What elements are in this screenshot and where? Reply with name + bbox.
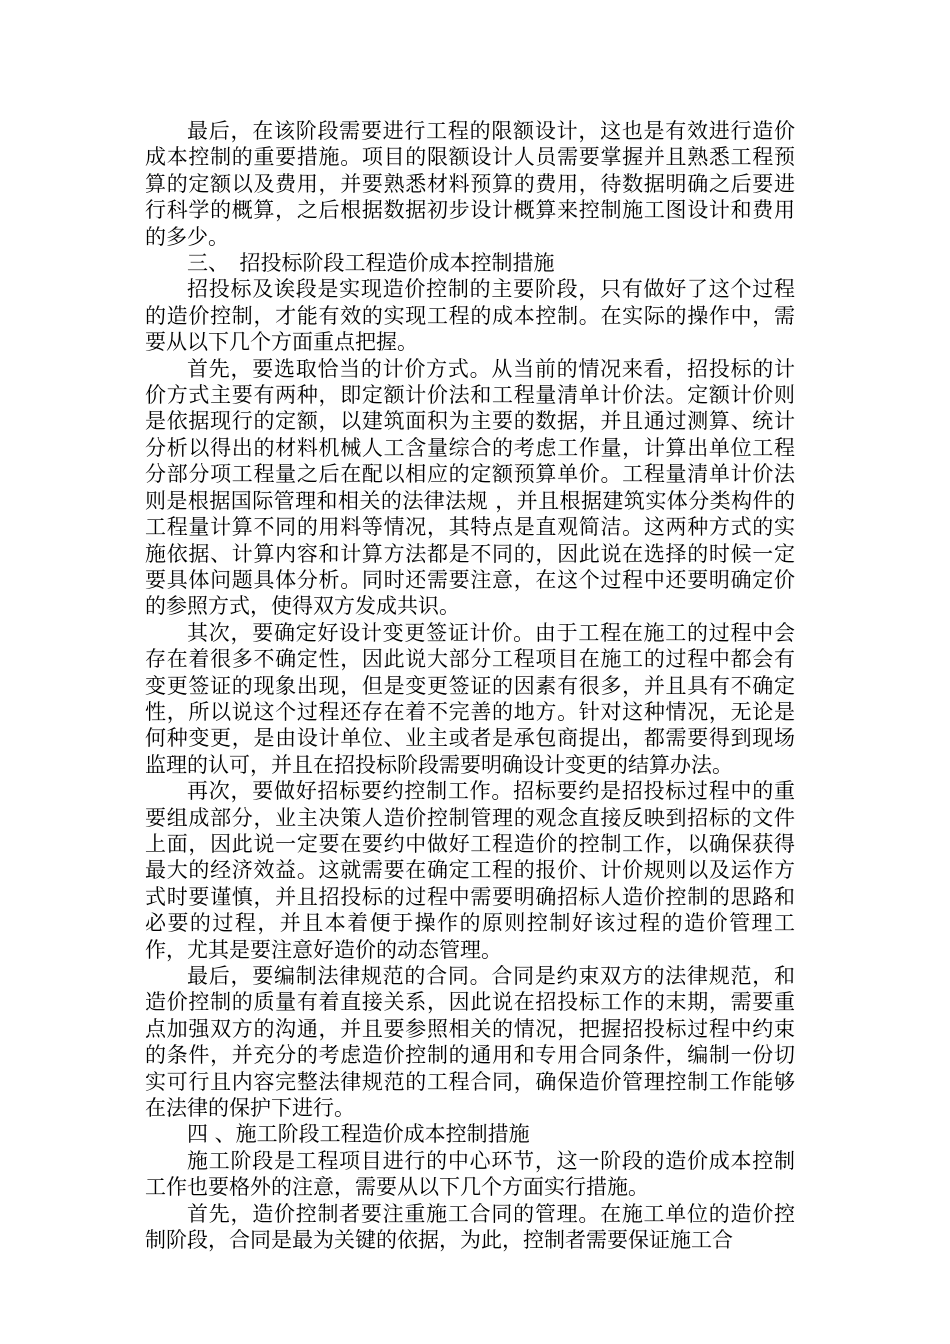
paragraph-contract-management: 首先，造价控制者要注重施工合同的管理。在施工单位的造价控制阶段，合同是最为关键的依据，为此，控制者需要保证施工合 xyxy=(145,1201,795,1253)
paragraph-bidding-intro: 招投标及诶段是实现造价控制的主要阶段，只有做好了这个过程的造价控制，才能有效的实现工程的成本控制。在实际的操作中，需要从以下几个方面重点把握。 xyxy=(145,277,795,355)
document-body xyxy=(145,118,795,1253)
paragraph-design-change: 其次，要确定好设计变更签证计价。由于工程在施工的过程中会存在着很多不确定性，因此说大部分工程项目在施工的过程中都会有变更签证的现象出现，但是变更签证的因素有很多，并且具有不确定性，所以说这个过程还存在着不完善的地方。针对这种情况，无论是何种变更，是由设计单位、业主或者是承包商提出，都需要得到现场监理的认可，并且在招投标阶段需要明确设计变更的结算办法。 xyxy=(145,620,795,777)
section-heading-bidding: 三、 招投标阶段工程造价成本控制措施 xyxy=(187,251,555,276)
paragraph-construction-intro: 施工阶段是工程项目进行的中心环节，这一阶段的造价成本控制工作也要格外的注意，需要从以下几个方面实行措施。 xyxy=(145,1148,795,1200)
paragraph-tender-offer: 再次，要做好招标要约控制工作。招标要约是招投标过程中的重要组成部分，业主决策人造价控制管理的观念直接反映到招标的文件上面，因此说一定要在要约中做好工程造价的控制工作，以确保获得最大的经济效益。这就需要在确定工程的报价、计价规则以及运作方式时要谨慎，并且招投标的过程中需要明确招标人造价控制的思路和必要的过程，并且本着便于操作的原则控制好该过程的造价管理工作，尤其是要注意好造价的动态管理。 xyxy=(145,779,795,962)
section-heading-construction: 四 、施工阶段工程造价成本控制措施 xyxy=(187,1122,530,1147)
paragraph-design-limit: 最后，在该阶段需要进行工程的限额设计，这也是有效进行造价成本控制的重要措施。项目的限额设计人员需要掌握并且熟悉工程预算的定额以及费用，并要熟悉材料预算的费用，待数据明确之后要进行科学的概算，之后根据数据初步设计概算来控制施工图设计和费用的多少。 xyxy=(145,119,795,249)
paragraph-pricing-method: 首先，要选取恰当的计价方式。从当前的情况来看，招投标的计价方式主要有两种，即定额计价法和工程量清单计价法。定额计价则是依据现行的定额，以建筑面积为主要的数据，并且通过测算、统计分析以得出的材料机械人工含量综合的考虑工作量，计算出单位工程分部分项工程量之后在配以相应的定额预算单价。工程量清单计价法则是根据国际管理和相关的法律法规 ，并且根据建筑实体分类构件的工程量计算不同的用料等情况，其特点是直观简洁。这两种方式的实施依据、计算内容和计算方法都是不同的，因此说在选择的时候一定要具体问题具体分析。同时还需要注意，在这个过程中还要明确定价的参照方式，使得双方发成共识。 xyxy=(145,356,795,619)
paragraph-contract: 最后，要编制法律规范的合同。合同是约束双方的法律规范，和造价控制的质量有着直接关系，因此说在招投标工作的末期，需要重点加强双方的沟通，并且要参照相关的情况，把握招投标过程中约束的条件，并充分的考虑造价控制的通用和专用合同条件，编制一份切实可行且内容完整法律规范的工程合同，确保造价管理控制工作能够在法律的保护下进行。 xyxy=(145,964,795,1121)
